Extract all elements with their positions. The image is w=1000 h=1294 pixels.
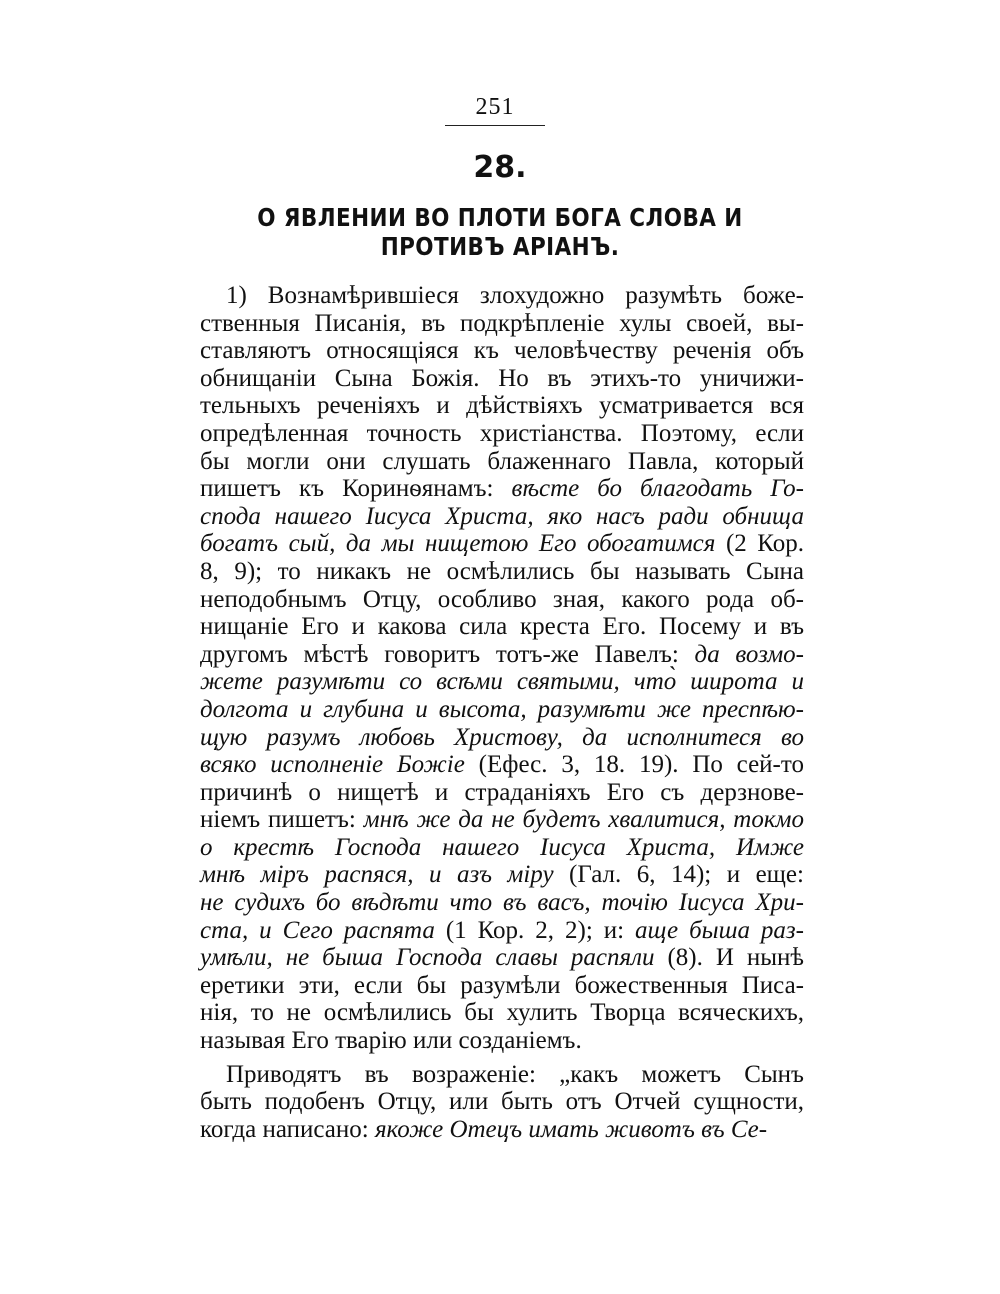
text-line <box>200 365 804 393</box>
text-run: (8). И нынѣ <box>654 944 804 972</box>
chapter-number: 28. <box>473 150 527 185</box>
text-run: ставляютъ относящіяся къ человѣчеству реченія объ <box>200 337 804 365</box>
italic-quote: умѣли, не быша Господа славы распяли <box>200 944 655 972</box>
text-line <box>200 834 804 862</box>
text-line <box>200 1088 804 1116</box>
text-line <box>200 475 804 503</box>
text-line <box>200 779 804 807</box>
text-line <box>200 558 804 586</box>
text-run: тельныхъ реченіяхъ и дѣйствіяхъ усматривается вся <box>200 392 804 420</box>
text-line <box>200 310 804 338</box>
italic-quote: долгота и глубина и высота, разумѣти же преспѣю- <box>200 695 804 723</box>
italic-quote: спода нашего Іисуса Христа, яко насъ ради обнища <box>200 502 804 530</box>
text-run: 1) Вознамѣрившіеся злохудожно разумѣть боже- <box>226 282 804 309</box>
chapter-title: О ЯВЛЕНИИ ВО ПЛОТИ БОГА СЛОВА И ПРОТИВЪ АРІАНЪ. <box>257 203 743 261</box>
text-line <box>200 282 804 310</box>
text-line <box>200 586 804 614</box>
text-line <box>200 641 804 669</box>
text-run: нія, то не осмѣлились бы хулить Творца всяческихъ, <box>200 999 804 1027</box>
text-run: Приводятъ въ возраженіе: „какъ можетъ Сынъ <box>226 1060 804 1088</box>
italic-quote: щую разумъ любовь Христову, да исполнитеся во <box>200 723 804 751</box>
text-line <box>200 806 804 834</box>
text-line <box>200 448 804 476</box>
text-line <box>200 696 804 724</box>
page-number: 251 <box>475 94 515 120</box>
text-line <box>200 917 804 945</box>
text-run: 8, 9); то никакъ не осмѣлились бы называть Сына <box>200 557 804 585</box>
italic-quote: о крестѣ Господа нашего Іисуса Христа, Имже <box>200 833 804 861</box>
text-line <box>200 420 804 448</box>
text-run: бы могли они слушать блаженнаго Павла, который <box>200 447 804 475</box>
text-line <box>200 751 804 779</box>
text-line <box>200 999 804 1027</box>
text-run: обнищаніи Сына Божія. Но въ этихъ-то уничижи- <box>200 364 804 392</box>
italic-quote: мнѣ же да не будетъ хвалитися, токмо <box>363 806 804 834</box>
text-line <box>200 530 804 558</box>
italic-quote: аще быша раз- <box>635 916 804 944</box>
text-run: (Гал. 6, 14); и еще: <box>553 861 804 889</box>
text-line <box>200 889 804 917</box>
page-number-rule <box>445 125 545 126</box>
italic-quote: всяко исполненіе Божіе <box>200 751 465 779</box>
text-run: (2 Кор. <box>715 530 804 558</box>
body-text <box>200 282 804 1143</box>
text-line <box>200 972 804 1000</box>
text-run: нищаніе Его и какова сила креста Его. Посему и въ <box>200 613 804 641</box>
text-run: причинѣ о нищетѣ и страданіяхъ Его съ дерзнове- <box>200 778 804 806</box>
text-run: когда написано: <box>200 1115 375 1143</box>
italic-quote: якоже Отецъ имать животъ въ Се- <box>374 1115 768 1143</box>
text-run: (Ефес. 3, 18. 19). По сей-то <box>464 751 804 779</box>
italic-quote: ста, и Сего распята <box>200 916 435 944</box>
text-run: другомъ мѣстѣ говоритъ тотъ-же Павелъ: <box>200 640 695 668</box>
italic-quote: да возмо- <box>694 640 805 668</box>
text-run: опредѣленная точность христіанства. Поэтому, если <box>200 419 804 447</box>
text-line <box>200 392 804 420</box>
text-run: пишетъ къ Коринѳянамъ: <box>200 475 512 503</box>
italic-quote: жете разумѣти со всѣми святыми, что̀ широта и <box>200 668 804 696</box>
italic-quote: не судихъ бо вѣдѣти что въ васъ, точію Іисуса Хри- <box>200 889 804 917</box>
text-line <box>200 724 804 752</box>
text-run: (1 Кор. 2, 2); и: <box>434 916 636 944</box>
italic-quote: богатъ сый, да мы нищетою Его обогатимся <box>200 530 716 558</box>
text-line <box>200 1027 804 1055</box>
text-line <box>200 613 804 641</box>
text-run: ніемъ пишетъ: <box>200 806 364 834</box>
italic-quote: вѣсте бо благодать Го- <box>511 475 804 503</box>
text-run: еретики эти, если бы разумѣли божественныя Писа- <box>200 971 804 999</box>
text-line <box>200 337 804 365</box>
text-line <box>200 503 804 531</box>
text-line <box>200 861 804 889</box>
text-line <box>200 1116 804 1144</box>
text-run: быть подобенъ Отцу, или быть отъ Отчей сущности, <box>200 1088 804 1116</box>
italic-quote: мнѣ міръ распяся, и азъ міру <box>200 861 554 889</box>
text-line <box>200 944 804 972</box>
text-line <box>200 1061 804 1089</box>
text-run: называя Его тварію или созданіемъ. <box>200 1027 582 1055</box>
text-run: неподобнымъ Отцу, особливо зная, какого рода об- <box>200 585 804 613</box>
text-run: ственныя Писанія, въ подкрѣпленіе хулы своей, вы- <box>200 309 804 337</box>
text-line <box>200 668 804 696</box>
